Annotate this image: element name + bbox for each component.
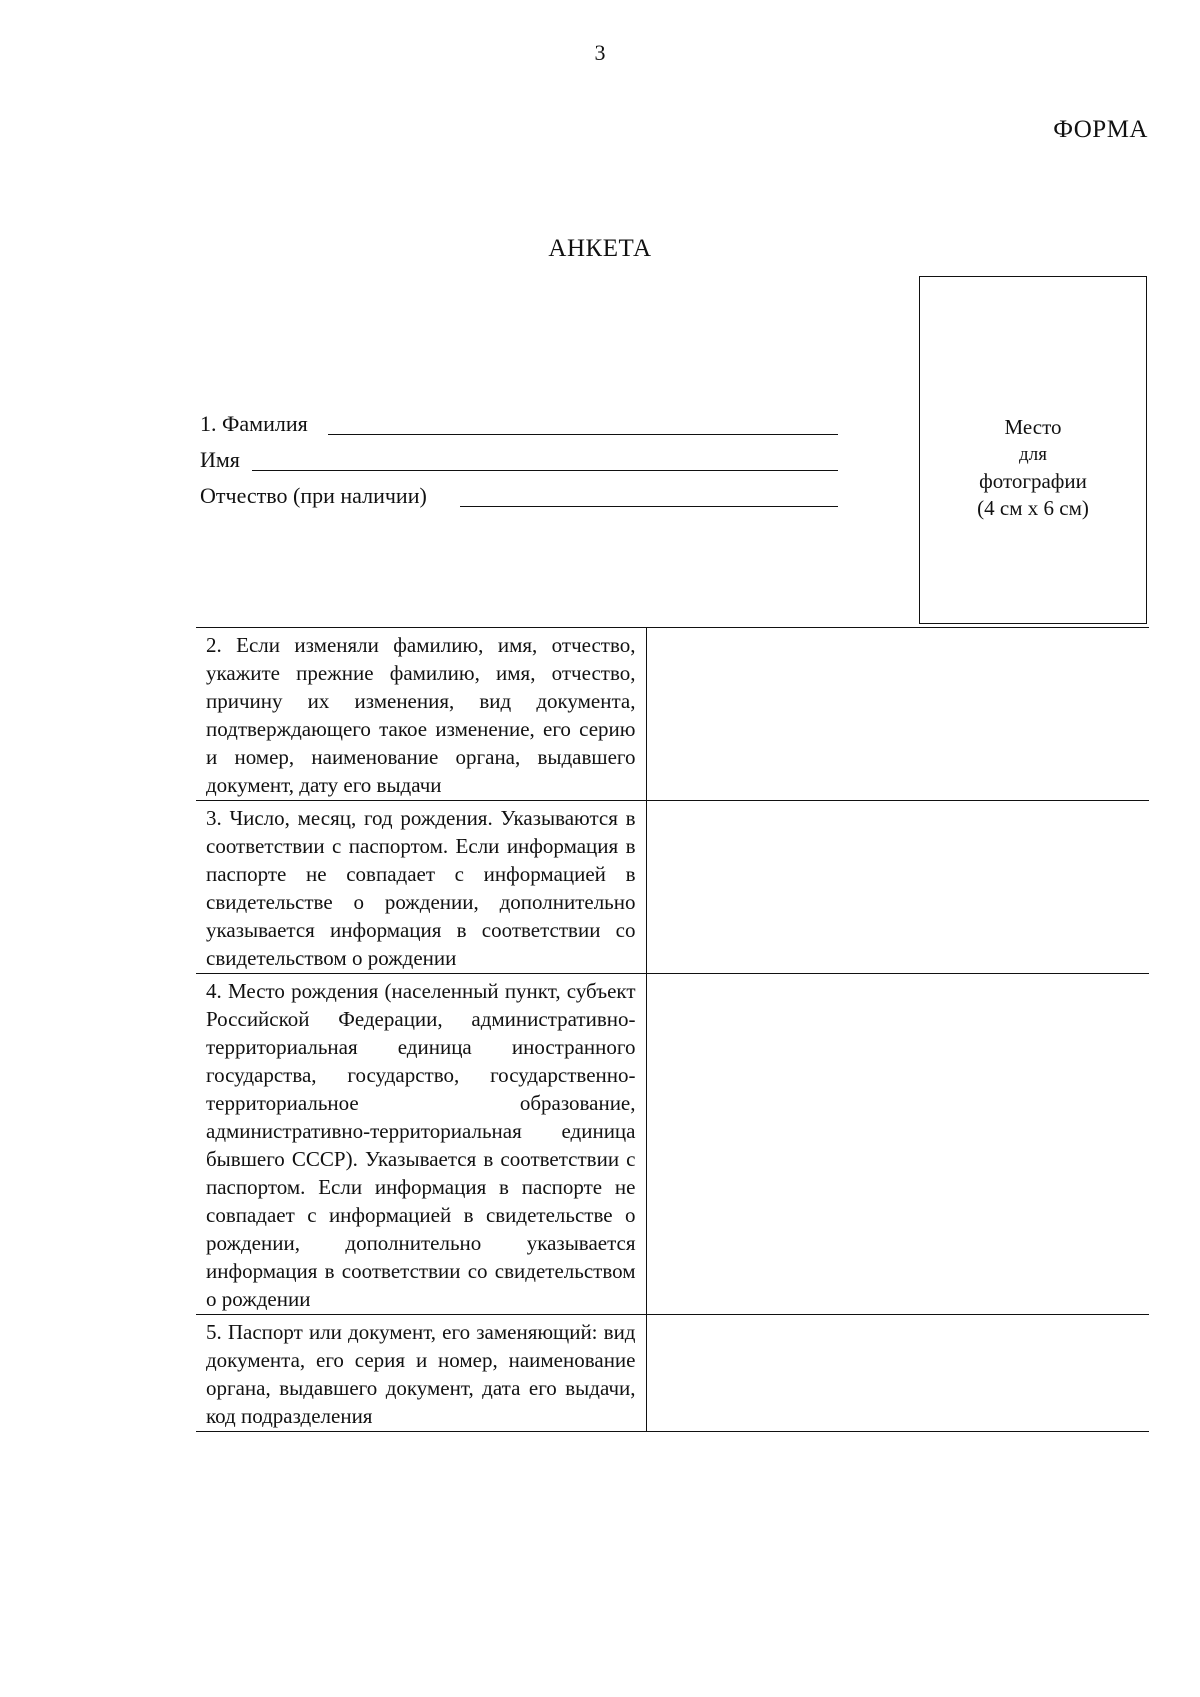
document-title: АНКЕТА [548,235,652,262]
surname-label: 1. Фамилия [200,411,308,436]
first-name-field[interactable] [252,470,838,471]
answer-cell[interactable] [646,801,1149,974]
photo-placeholder-box [919,276,1147,624]
question-cell: 3. Число, месяц, год рождения. Указываются в соответствии с паспортом. Если информация в паспорте не совпадает с информацией в свидетельстве о рождении, дополнительно указывается информация в соответствии со свидетельством о рождении [196,801,646,974]
table-row [196,1315,1149,1432]
photo-text-line: (4 см х 6 см) [977,496,1089,520]
table-row [196,628,1149,801]
first-name-label: Имя [200,447,240,472]
question-cell: 4. Место рождения (населенный пункт, субъект Российской Федерации, административно-территориальная единица иностранного государства, государство, государственно-территориальное образование, административно-территориальная единица бывшего СССР). Указывается в соответствии с паспортом. Если информация в паспорте не совпадает с информацией в свидетельстве о рождении, дополнительно указывается информация в соответствии со свидетельством о рождении [196,974,646,1315]
table-row [196,974,1149,1315]
first-name-row [200,446,840,474]
table-row [196,801,1149,974]
photo-placeholder-text [920,414,1146,522]
page-number: 3 [594,40,606,65]
form-label: ФОРМА [1053,116,1148,143]
question-cell: 2. Если изменяли фамилию, имя, отчество, укажите прежние фамилию, имя, отчество, причину их изменения, вид документа, подтверждающего такое изменение, его серию и номер, наименование органа, выдавшего документ, дату его выдачи [196,628,646,801]
photo-text-line: фотографии [979,469,1087,493]
answer-cell[interactable] [646,628,1149,801]
surname-row [200,410,840,438]
patronymic-label: Отчество (при наличии) [200,483,427,508]
answer-cell[interactable] [646,974,1149,1315]
surname-field[interactable] [328,434,838,435]
photo-text-line: Место [1004,415,1062,439]
question-cell: 5. Паспорт или документ, его заменяющий: вид документа, его серия и номер, наименование органа, выдавшего документ, дата его выдачи, код подразделения [196,1315,646,1432]
patronymic-field[interactable] [460,506,838,507]
patronymic-row [200,482,840,510]
answer-cell[interactable] [646,1315,1149,1432]
photo-text-line: для [1019,444,1047,465]
questionnaire-table [196,627,1149,1432]
